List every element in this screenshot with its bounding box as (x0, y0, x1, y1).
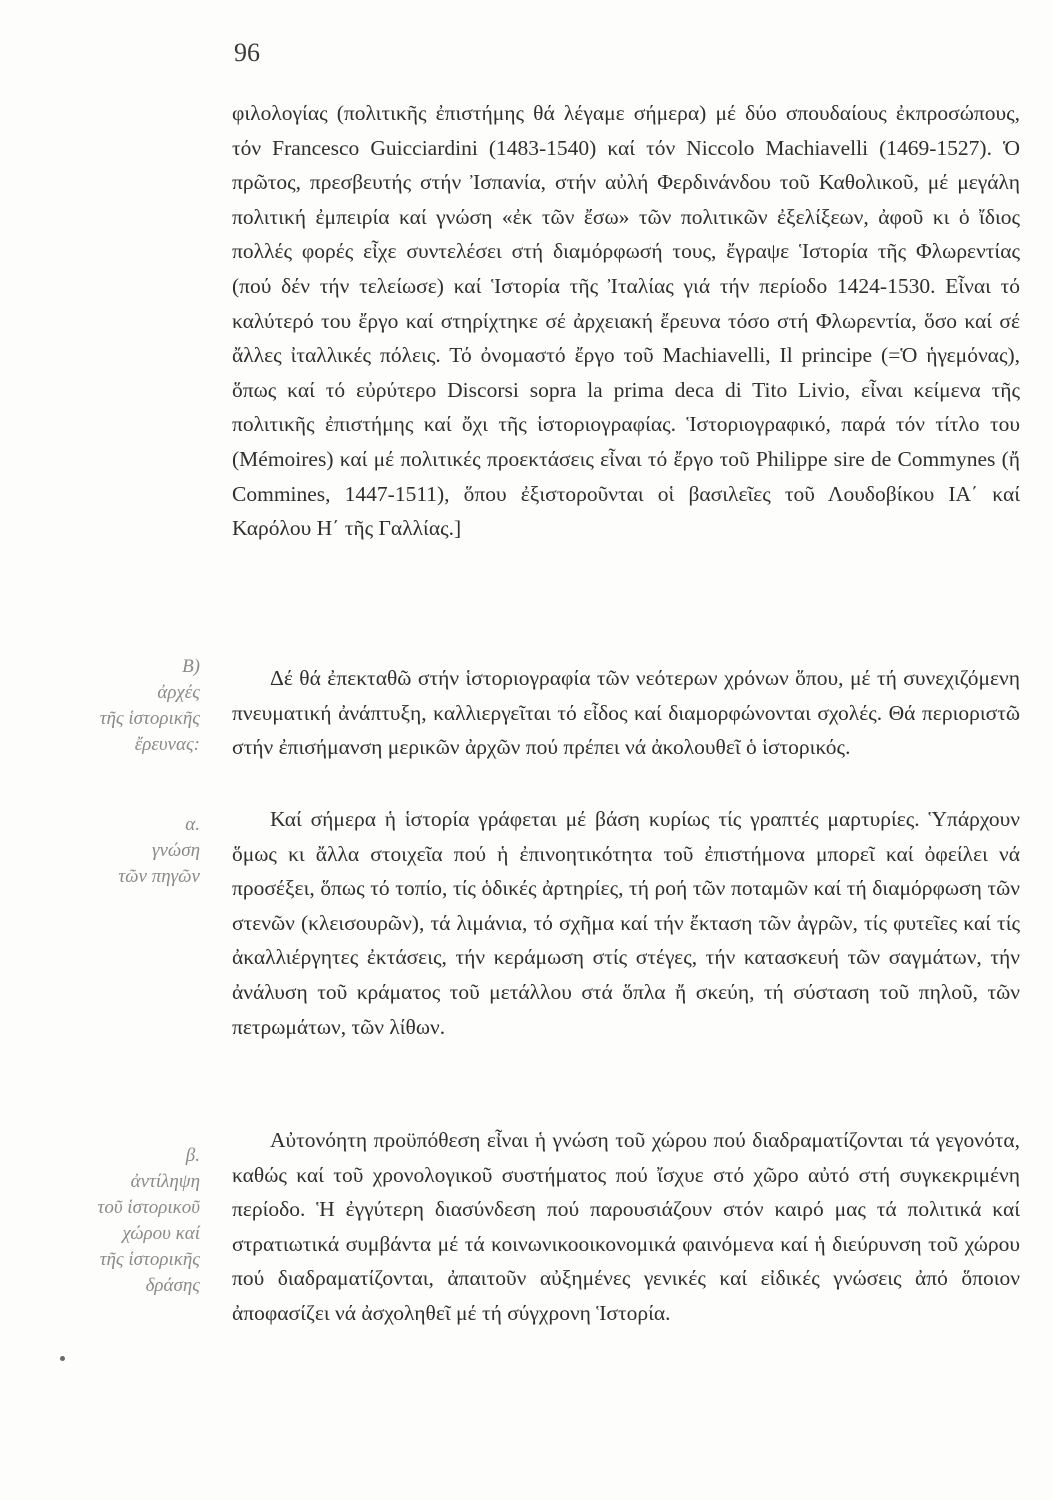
page-number: 96 (234, 38, 260, 67)
margin-note-historical-space (20, 1143, 200, 1299)
paragraph-continuation: φιλολογίας (πολιτικῆς ἐπιστήμης θά λέγαμε σήμερα) μέ δύο σπουδαίους ἐκπροσώπους, τόν Francesco Guicciardini (1483-1540) καί τόν Niccolo Machiavelli (1469-1527). Ὁ πρῶτος, πρεσβευτής στήν Ἰσπανία, στήν αὐλή Φερδινάνδου τοῦ Καθολικοῦ, μέ μεγάλη πολιτική ἐμπειρία καί γνώση «ἐκ τῶν ἔσω» τῶν πολιτικῶν ἐξελίξεων, ἀφοῦ κι ὁ ἴδιος πολλές φορές εἶχε συντελέσει στή διαμόρφωσή τους, ἔγραψε Ἱστορία τῆς Φλωρεντίας (πού δέν τήν τελείωσε) καί Ἱστορία τῆς Ἰταλίας γιά τήν περίοδο 1424-1530. Εἶναι τό καλύτερό του ἔργο καί στηρίχτηκε σέ ἀρχειακή ἔρευνα τόσο στή Φλωρεντία, ὅσο καί σέ ἄλλες ἰταλλικές πόλεις. Τό ὀνομαστό ἔργο τοῦ Machiavelli, Il principe (=Ὁ ἡγεμόνας), ὅπως καί τό εὐρύτερο Discorsi sopra la prima deca di Tito Livio, εἶναι κείμενα τῆς πολιτικῆς ἐπιστήμης καί ὄχι τῆς ἱστοριογραφίας. Ἱστοριογραφικό, παρά τόν τίτλο του (Mémoires) καί μέ πολιτικές προεκτάσεις εἶναι τό ἔργο τοῦ Philippe sire de Commynes (ἤ Commines, 1447-1511), ὅπου ἐξιστοροῦνται οἱ βασιλεῖες τοῦ Λουδοβίκου ΙΑ΄ καί Καρόλου Η΄ τῆς Γαλλίας.] (232, 101, 1020, 541)
margin-note-line: τῆς ἱστορικῆς (99, 708, 200, 729)
margin-note-line: ἔρευνας: (134, 734, 200, 755)
body-text-block-3 (232, 802, 1020, 1044)
margin-note-line: ἀρχές (157, 682, 200, 703)
margin-note-line: δράσης (145, 1275, 200, 1296)
margin-note-line: B) (182, 656, 200, 677)
margin-note-line: β. (185, 1145, 200, 1166)
margin-note-line: τῶν πηγῶν (118, 866, 200, 887)
margin-note-line: τῆς ἱστορικῆς (99, 1249, 200, 1270)
paragraph-knowledge-of-space: Αὐτονόητη προϋπόθεση εἶναι ἡ γνώση τοῦ χώρου πού διαδραματίζονται τά γεγονότα, καθώς καί τοῦ χρονολογικοῦ συστήματος πού ἴσχυε στό χῶρο αὐτό στή συγκεκριμένη περίοδο. Ἡ ἐγγύτερη διασύνδεση πού παρουσιάζουν στόν καιρό μας τά πολιτικά καί στρατιωτικά συμβάντα μέ τά κοινωνικοοικονομικά φαινόμενα καί ἡ διεύρυνση τοῦ χώρου πού διαδραματίζονται, ἀπαιτοῦν αὐξημένες γενικές καί εἰδικές γνώσεις ἀπό ὅποιον ἀποφασίζει νά ἀσχοληθεῖ μέ τή σύγχρονη Ἱστορία. (232, 1128, 1020, 1325)
margin-note-principles (20, 654, 200, 758)
margin-note-line: ἀντίληψη (130, 1171, 200, 1192)
margin-note-line: α. (185, 814, 200, 835)
body-text-block-2 (232, 661, 1020, 765)
margin-note-sources (20, 812, 200, 890)
margin-note-line: χώρου καί (122, 1223, 200, 1244)
paragraph-modern-historiography: Δέ θά ἐπεκταθῶ στήν ἱστοριογραφία τῶν νεότερων χρόνων ὅπου, μέ τή συνεχιζόμενη πνευματική ἀνάπτυξη, καλλιεργεῖται τό εἶδος καί διαμορφώνονται σχολές. Θά περιοριστῶ στήν ἐπισήμανση μερικῶν ἀρχῶν πού πρέπει νά ἀκολουθεῖ ὁ ἱστορικός. (232, 666, 1020, 760)
margin-note-line: γνώση (152, 840, 200, 861)
body-text-block-4 (232, 1123, 1020, 1331)
margin-note-line: τοῦ ἱστορικοῦ (97, 1197, 200, 1218)
ink-dot-mark (60, 1356, 65, 1361)
body-text-block-1 (232, 96, 1020, 546)
paragraph-written-sources: Καί σήμερα ἡ ἱστορία γράφεται μέ βάση κυρίως τίς γραπτές μαρτυρίες. Ὑπάρχουν ὅμως κι ἄλλα στοιχεῖα πού ἡ ἐπινοητικότητα τοῦ ἐπιστήμονα μπορεῖ καί ὀφείλει νά προσέξει, ὅπως τό τοπίο, τίς ὁδικές ἀρτηρίες, τή ροή τῶν ποταμῶν καί τή διαμόρφωση τῶν στενῶν (κλεισουρῶν), τά λιμάνια, τό σχῆμα καί τήν ἔκταση τῶν ἀγρῶν, τίς φυτεῖες καί τίς ἀκαλλιέργητες ἐκτάσεις, τήν κεράμωση στίς στέγες, τήν κατασκευή τῶν σαγμάτων, τήν ἀνάλυση τοῦ κράματος τοῦ μετάλλου στά ὅπλα ἤ σκεύη, τή σύσταση τοῦ πηλοῦ, τῶν πετρωμάτων, τῶν λίθων. (232, 807, 1020, 1039)
